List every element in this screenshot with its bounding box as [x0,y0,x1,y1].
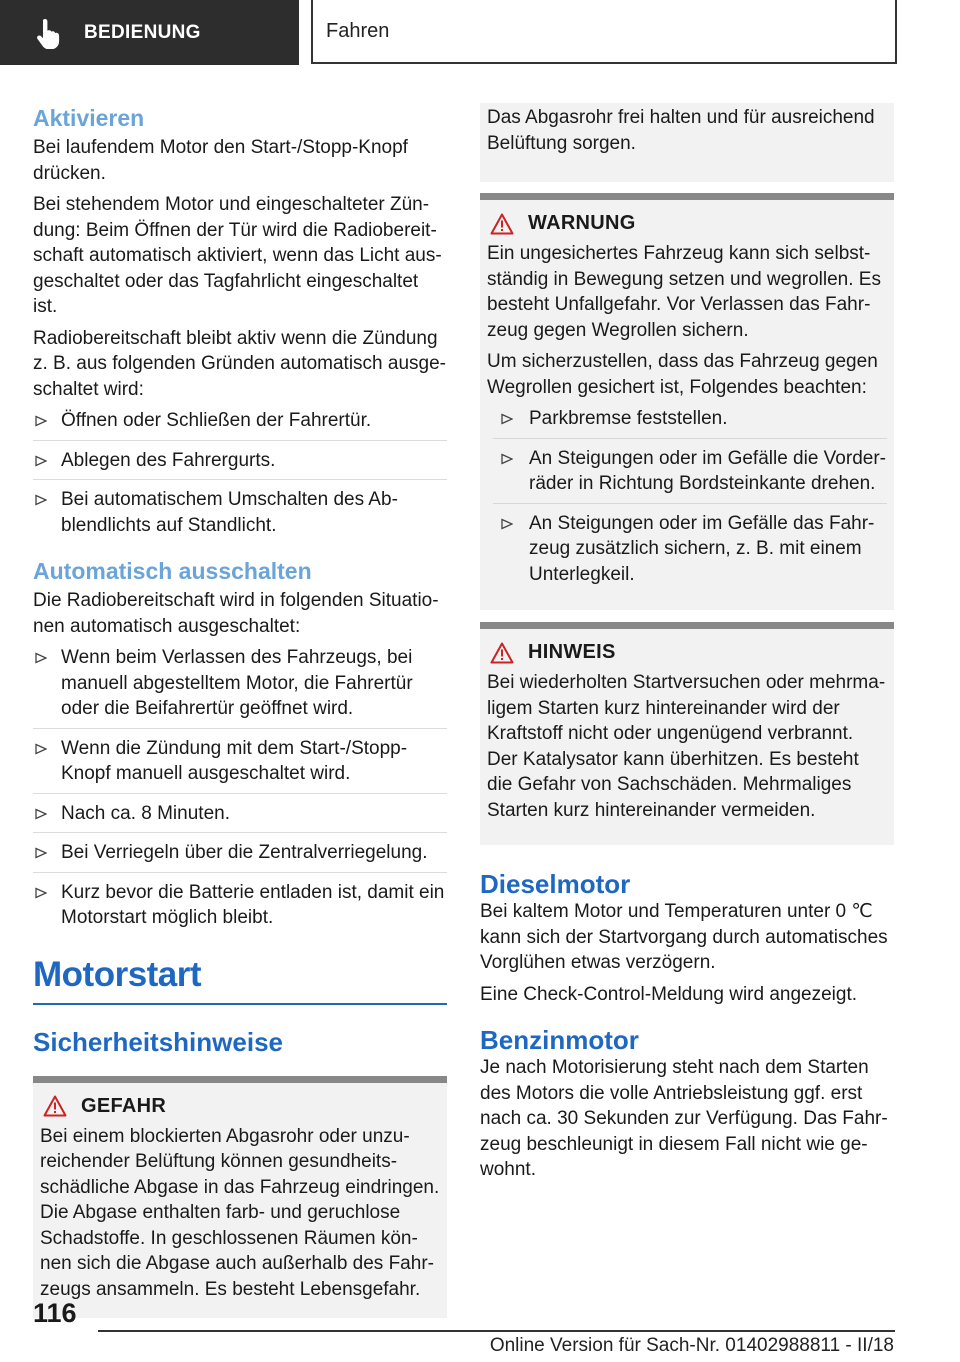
box-text: Um sicherzustellen, dass das Fahrzeug gegen Wegrollen gesichert ist, Folgendes beachten: [487,351,878,398]
heading-benzinmotor: Benzinmotor [480,1025,639,1055]
list-item: Ablegen des Fahrergurts. [33,448,447,481]
warning-triangle-icon [490,213,514,235]
list-item: An Steigungen oder im Gefälle das Fahrzeug zusätzlich sichern, z. B. mit einem Unterlegkeil. [493,511,887,594]
triangle-bullet-icon [501,518,513,530]
triangle-bullet-icon [35,652,47,664]
list-item: Nach ca. 8 Minuten. [33,801,447,834]
list-item: An Steigungen oder im Gefälle die Vorderräder in Richtung Bordsteinkante drehen. [493,446,887,504]
section-label: BEDIENUNG [84,21,201,43]
heading-aktivieren: Aktivieren [33,105,145,131]
paragraph: Bei stehendem Motor und eingeschalteter Zündung: Beim Öffnen der Tür wird die Radiobereitschaft automatisch aktiviert, wenn das Licht ausgeschaltet oder das Tagfahrlicht eingeschaltet ist. [33,194,442,317]
box-text: Bei wiederholten Startversuchen oder mehrmaligem Starten kurz hintereinander wird der Kraftstoff nicht oder ungenügend verbrannt. Der Katalysator kann überhitzen. Es besteht die Gefahr von Sachschäden. Mehrmaliges Starten kurz hintereinander vermeiden. [487,672,886,821]
box-header [487,212,887,235]
bullet-list [487,406,887,593]
triangle-bullet-icon [35,494,47,506]
warnung-box [480,193,894,610]
footer-divider [98,1330,895,1332]
bullet-list [33,645,447,937]
box-text: Das Abgasrohr frei halten und für ausreichend Belüftung sorgen. [487,107,875,154]
list-item: Bei Verriegeln über die Zentralverriegelung. [33,840,447,873]
triangle-bullet-icon [501,413,513,425]
box-text: Ein ungesichertes Fahrzeug kann sich selbstständig in Bewegung setzen und wegrollen. Es besteht Unfallgefahr. Vor Verlassen das Fahrzeug gegen Wegrollen sichern. [487,243,881,341]
paragraph: Die Radiobereitschaft wird in folgenden Situationen automatisch ausgeschaltet: [33,590,439,637]
paragraph: Bei laufendem Motor den Start-/Stopp-Knopf drücken. [33,137,408,184]
triangle-bullet-icon [35,887,47,899]
triangle-bullet-icon [35,415,47,427]
page-number: 116 [33,1298,77,1328]
box-header [487,641,887,664]
triangle-bullet-icon [35,455,47,467]
paragraph: Bei kaltem Motor und Temperaturen unter 0 ℃ kann sich der Startvorgang durch automatisches Vorglühen etwas verzögern. [480,901,888,973]
list-item: Wenn die Zündung mit dem Start-/Stopp-Knopf manuell ausgeschaltet wird. [33,736,447,794]
left-column [33,103,447,1318]
paragraph: Radiobereitschaft bleibt aktiv wenn die Zündung z. B. aus folgenden Gründen automatisch ausgeschaltet wird: [33,327,446,400]
paragraph: Je nach Motorisierung steht nach dem Starten des Motors die volle Antriebsleistung ggf. erst nach ca. 30 Sekunden zur Verfügung. Das Fahrzeug beschleunigt in diesem Fall nicht wie gewohnt. [480,1057,888,1180]
triangle-bullet-icon [35,808,47,820]
title-sicherheitshinweise: Sicherheitshinweise [33,1026,283,1057]
box-label: HINWEIS [528,641,616,663]
triangle-bullet-icon [501,453,513,465]
chapter-box [311,0,897,64]
list-item: Bei automatischem Umschalten des Abblendlichts auf Standlicht. [33,487,447,544]
box-header [40,1095,440,1118]
gefahr-box [33,1076,447,1319]
triangle-bullet-icon [35,743,47,755]
list-item: Öffnen oder Schließen der Fahrertür. [33,408,447,441]
hand-pointer-icon [36,17,64,49]
hinweis-box [480,622,894,845]
list-item: Kurz bevor die Batterie entladen ist, damit ein Motorstart möglich bleibt. [33,880,447,937]
heading-ausschalten: Automatisch ausschalten [33,558,312,584]
box-label: GEFAHR [81,1094,167,1117]
warning-triangle-icon [43,1095,67,1117]
paragraph: Eine Check-Control-Meldung wird angezeigt. [480,983,858,1005]
triangle-bullet-icon [35,847,47,859]
right-column [480,103,894,1189]
box-label: WARNUNG [528,212,636,234]
list-item: Wenn beim Verlassen des Fahrzeugs, bei manuell abgestelltem Motor, die Fahrertür oder die Beifahrertür geöffnet wird. [33,645,447,729]
warning-triangle-icon [490,642,514,664]
heading-dieselmotor: Dieselmotor [480,869,631,899]
gefahr-box-continued [480,103,894,182]
box-text: Bei einem blockierten Abgasrohr oder unzureichender Belüftung können gesundheitsschädliche Abgase in das Fahrzeug eindringen. Die Abgase enthalten farb- und geruchlose Schadstoffe. In geschlossenen Räumen können sich die Abgase auch außerhalb des Fahrzeugs ansammeln. Es besteht Lebensgefahr. [40,1125,440,1300]
footer-version: Online Version für Sach-Nr. 01402988811 - II/18 [489,1335,894,1356]
chapter-label: Fahren [326,19,390,42]
bullet-list [33,408,447,544]
section-tab [0,0,299,65]
list-item: Parkbremse feststellen. [493,406,887,439]
title-motorstart: Motorstart [33,955,447,1005]
